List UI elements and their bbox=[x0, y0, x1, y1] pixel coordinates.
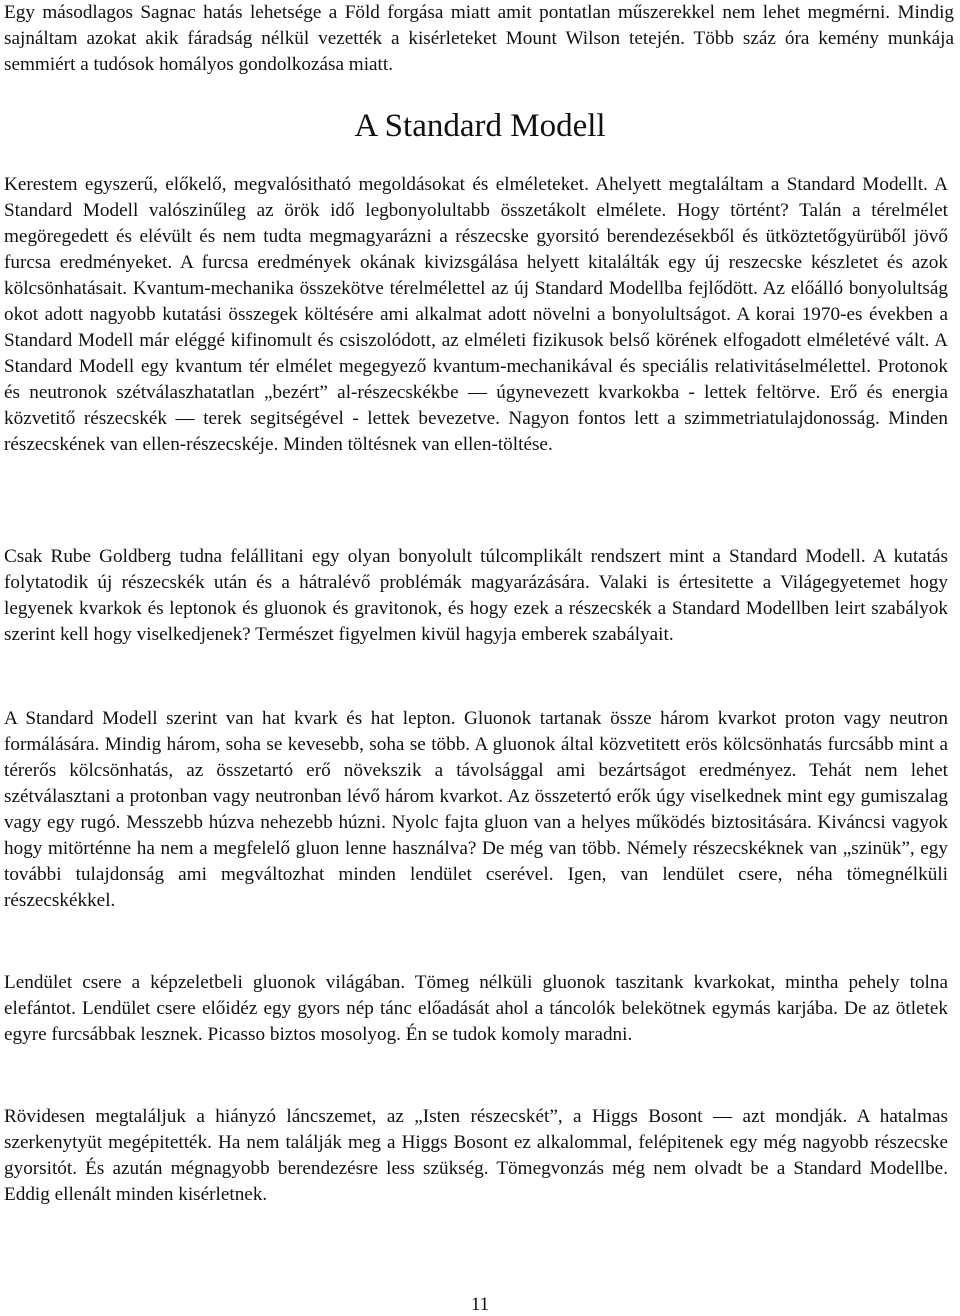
body-paragraph-2: Csak Rube Goldberg tudna felállitani egy olyan bonyolult túlcomplikált rendszert mint a Standard Modell. A kutatás folytatodik új részecskék után és a hátralévő problémák magyarázására. Valaki is értesitette a Világegyetemet hogy legyenek kvarkok és leptonok és gluonok és gravitonok, és hogy ezek a részecskék a Standard Modellben leirt szabályok szerint kell hogy viselkedjenek? Természet figyelmen kivül hagyja emberek szabályait. bbox=[4, 546, 948, 645]
body-paragraph-5: Rövidesen megtaláljuk a hiányzó láncszemet, az „Isten részecskét”, a Higgs Bosont — azt mondják. A hatalmas szerkenytyüt megépitették. Ha nem találják meg a Higgs Bosont ez alkalommal, felépitenek egy még nagyobb részecske gyorsitót. És azután mégnagyobb berendezésre less szükség. Tömegvonzás még nem olvadt be a Standard Modellbe. Eddig ellenált minden kisérletnek. bbox=[4, 1106, 948, 1205]
body-paragraph-4: Lendület csere a képzeletbeli gluonok világában. Tömeg nélküli gluonok taszitank kvarkokat, mintha pehely tolna elefántot. Lendület csere előidéz egy gyors nép tánc előadását ahol a táncolók belekötnek egymás karjába. De az ötletek egyre furcsábbak lesznek. Picasso biztos mosolyog. Én se tudok komoly maradni. bbox=[4, 972, 948, 1045]
intro-paragraph: Egy másodlagos Sagnac hatás lehetsége a Föld forgása miatt amit pontatlan műszerekkel nem lehet megmérni. Mindig sajnáltam azokat akik fáradság nélkül vezették a kisérleteket Mount Wilson tetején. Több száz óra kemény munkája semmiért a tudósok homályos gondolkozása miatt. bbox=[4, 2, 954, 75]
body-paragraph-1: Kerestem egyszerű, előkelő, megvalósitható megoldásokat és elméleteket. Ahelyett megtaláltam a Standard Modellt. A Standard Modell valószinűleg az örök idő legbonyolultabb összetákolt elmélete. Hogy történt? Talán a térelmélet megöregedett és elévült és nem tudta megmagyarázni a részecske gyorsitó berendezésekből és ütköztetőgyürüből jövő furcsa eredményeket. A furcsa eredmények okának kivizsgálása helyett kitalálták egy új reszecske készletet és azok kölcsönhatásait. Kvantum-mechanika összekötve térelmélettel az új Standard Modellba fejlődött. Az előálló bonyolultság okot adott nagyobb kutatási összegek költésére ami alkalmat adott növelni a bonyolultságot. A korai 1970-es években a Standard Modell már eléggé kifinomult és csiszolódott, az elméleti fizikusok belső körének elfogadott elméletévé vált. A Standard Modell egy kvantum tér elmélet megegyező kvantum-mechanikával és speciális relativitáselmélettel. Protonok és neutronok szétválaszhatatlan „bezért” al-részecskékbe — úgynevezett kvarkokba - lettek feltörve. Erő és energia közvetitő részecskék — terek segitségével - lettek bevezetve. Nagyon fontos lett a szimmetriatulajdonosság. Minden részecskének van ellen-részecskéje. Minden töltésnek van ellen-töltése. bbox=[4, 174, 948, 455]
page-number: 11 bbox=[470, 1294, 490, 1315]
body-paragraph-3: A Standard Modell szerint van hat kvark és hat lepton. Gluonok tartanak össze három kvarkot proton vagy neutron formálására. Mindig három, soha se kevesebb, soha se több. A gluonok által közvetitett erös kölcsönhatás furcsább mint a térerős kölcsönhatás, az összetartó erő növekszik a távolsággal ami bezártságot eredményez. Tehát nem lehet szétválasztani a protonban vagy neutronban lévő három kvarkot. Az összetertó erők úgy viselkednek mint egy gumiszalag vagy egy rugó. Messzebb húzva nehezebb húzni. Nyolc fajta gluon van a helyes működés biztositására. Kiváncsi vagyok hogy mitörténne ha nem a megfelelő gluon lenne használva? De még van több. Némely részecskéknek van „szinük”, egy további tulajdonság ami megváltozhat minden lendület cserével. Igen, van lendület csere, néha tömegnélküli részecskékkel. bbox=[4, 708, 948, 911]
section-title: A Standard Modell bbox=[354, 108, 606, 144]
